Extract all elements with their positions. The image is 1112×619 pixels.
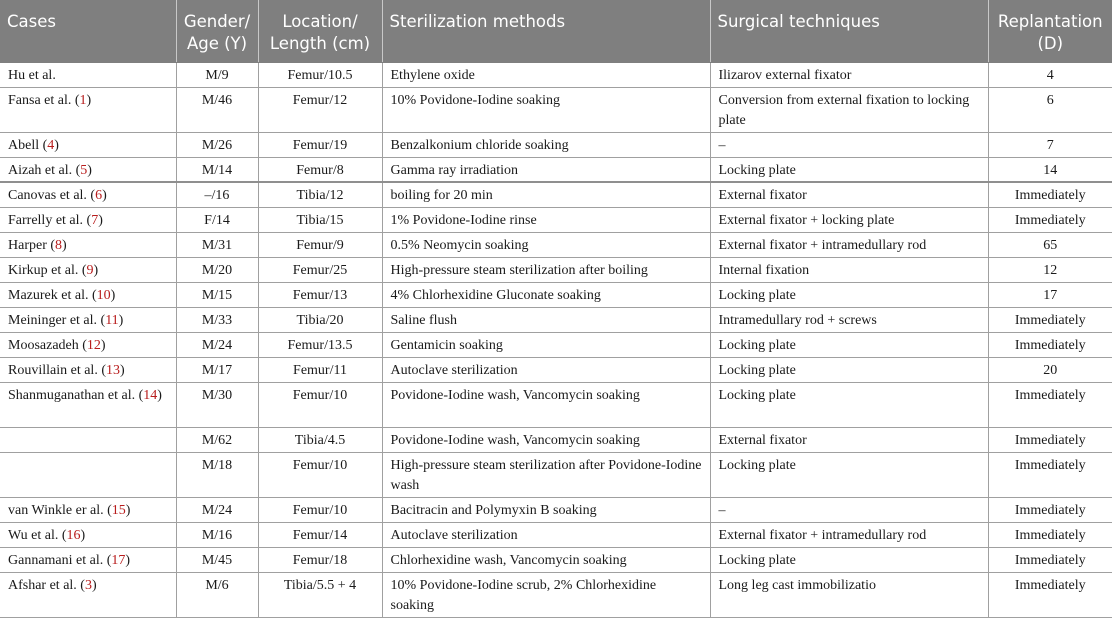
location-cell: Tibia/12 (258, 182, 382, 207)
location-cell: Tibia/15 (258, 207, 382, 232)
gender-age-cell: M/31 (176, 232, 258, 257)
case-name: Meininger et al. ( (8, 312, 106, 328)
gender-age-cell: M/45 (176, 547, 258, 572)
table-row (0, 547, 1112, 572)
gender-age-cell: M/6 (176, 572, 258, 617)
case-cell (0, 332, 176, 357)
table-row (0, 207, 1112, 232)
case-cell (0, 207, 176, 232)
ref-link[interactable]: 12 (86, 337, 101, 353)
table-row (0, 87, 1112, 132)
ref-link[interactable]: 5 (80, 162, 88, 178)
gender-age-cell: –/16 (176, 182, 258, 207)
case-name: Moosazadeh ( (8, 337, 87, 353)
case-cell (0, 427, 176, 452)
gender-age-cell: M/14 (176, 157, 258, 182)
table-row (0, 257, 1112, 282)
case-tail: ) (118, 312, 124, 328)
case-name: van Winkle er al. ( (8, 502, 112, 518)
table-row (0, 382, 1112, 427)
sterilization-cell: High-pressure steam sterilization after boiling (382, 257, 710, 282)
gender-age-cell: M/46 (176, 87, 258, 132)
location-cell: Femur/10 (258, 497, 382, 522)
surgical-cell: Intramedullary rod + screws (710, 307, 988, 332)
table-row (0, 62, 1112, 87)
gender-age-cell: M/26 (176, 132, 258, 157)
gender-age-cell: M/62 (176, 427, 258, 452)
case-name: Fansa et al. ( (8, 92, 80, 108)
surgical-cell: – (710, 132, 988, 157)
location-cell: Femur/13.5 (258, 332, 382, 357)
gender-age-cell: M/20 (176, 257, 258, 282)
case-name: Aizah et al. ( (8, 162, 81, 178)
case-name: Afshar et al. ( (8, 577, 85, 593)
case-cell (0, 62, 176, 87)
surgical-cell: Locking plate (710, 357, 988, 382)
case-name: Rouvillain et al. ( (8, 362, 106, 378)
surgical-cell: External fixator (710, 427, 988, 452)
surgical-cell: Locking plate (710, 382, 988, 427)
replantation-cell: Immediately (988, 497, 1112, 522)
ref-link[interactable]: 10 (96, 287, 111, 303)
replantation-cell: Immediately (988, 207, 1112, 232)
case-tail: ) (125, 502, 131, 518)
header-replantation: Replantation (D) (988, 0, 1112, 62)
ref-link[interactable]: 3 (84, 577, 92, 593)
surgical-cell: External fixator (710, 182, 988, 207)
replantation-cell: 7 (988, 132, 1112, 157)
header-gender-age: Gender/ Age (Y) (176, 0, 258, 62)
sterilization-cell: Gentamicin soaking (382, 332, 710, 357)
ref-link[interactable]: 13 (105, 362, 120, 378)
sterilization-cell: 0.5% Neomycin soaking (382, 232, 710, 257)
ref-link[interactable]: 1 (79, 92, 87, 108)
location-cell: Tibia/4.5 (258, 427, 382, 452)
case-name: Farrelly et al. ( (8, 212, 92, 228)
case-cell (0, 382, 176, 427)
case-cell (0, 232, 176, 257)
replantation-cell: Immediately (988, 452, 1112, 497)
gender-age-cell: F/14 (176, 207, 258, 232)
replantation-cell: Immediately (988, 427, 1112, 452)
table-row (0, 157, 1112, 182)
replantation-cell: Immediately (988, 332, 1112, 357)
sterilization-cell: High-pressure steam sterilization after Povidone-Iodine wash (382, 452, 710, 497)
case-cell (0, 132, 176, 157)
sterilization-cell: Gamma ray irradiation (382, 157, 710, 182)
surgical-cell: – (710, 497, 988, 522)
ref-link[interactable]: 17 (111, 552, 126, 568)
case-tail: ) (125, 552, 131, 568)
sterilization-cell: Ethylene oxide (382, 62, 710, 87)
case-cell (0, 257, 176, 282)
ref-link[interactable]: 4 (47, 137, 55, 153)
gender-age-cell: M/16 (176, 522, 258, 547)
case-name: Abell ( (8, 137, 48, 153)
sterilization-cell: 1% Povidone-Iodine rinse (382, 207, 710, 232)
ref-link[interactable]: 15 (111, 502, 126, 518)
table-row (0, 427, 1112, 452)
case-name: Kirkup et al. ( (8, 262, 87, 278)
surgical-cell: Locking plate (710, 157, 988, 182)
sterilization-cell: Povidone-Iodine wash, Vancomycin soaking (382, 427, 710, 452)
case-cell (0, 357, 176, 382)
replantation-cell: Immediately (988, 182, 1112, 207)
case-tail: ) (100, 337, 106, 353)
case-cell (0, 157, 176, 182)
location-cell: Femur/11 (258, 357, 382, 382)
replantation-cell: 65 (988, 232, 1112, 257)
header-sterilization: Sterilization methods (382, 0, 710, 62)
ref-link[interactable]: 8 (55, 237, 63, 253)
header-surgical: Surgical techniques (710, 0, 988, 62)
location-cell: Femur/8 (258, 157, 382, 182)
replantation-cell: Immediately (988, 572, 1112, 617)
sterilization-cell: Chlorhexidine wash, Vancomycin soaking (382, 547, 710, 572)
location-cell: Tibia/5.5 + 4 (258, 572, 382, 617)
case-cell (0, 452, 176, 497)
table-row (0, 182, 1112, 207)
sterilization-cell: 4% Chlorhexidine Gluconate soaking (382, 282, 710, 307)
surgical-cell: Locking plate (710, 452, 988, 497)
location-cell: Femur/10 (258, 382, 382, 427)
header-row (0, 0, 1112, 62)
ref-link[interactable]: 7 (91, 212, 99, 228)
surgical-cell: External fixator + locking plate (710, 207, 988, 232)
surgical-cell: Locking plate (710, 547, 988, 572)
ref-link[interactable]: 6 (95, 188, 103, 203)
case-tail: ) (62, 237, 67, 253)
gender-age-cell: M/15 (176, 282, 258, 307)
sterilization-cell: Bacitracin and Polymyxin B soaking (382, 497, 710, 522)
case-tail: ) (157, 387, 162, 403)
gender-age-cell: M/9 (176, 62, 258, 87)
location-cell: Femur/19 (258, 132, 382, 157)
location-cell: Femur/12 (258, 87, 382, 132)
gender-age-cell: M/17 (176, 357, 258, 382)
surgical-cell: Internal fixation (710, 257, 988, 282)
case-name: Harper ( (8, 237, 56, 253)
case-tail: ) (54, 137, 59, 153)
case-cell (0, 497, 176, 522)
location-cell: Tibia/20 (258, 307, 382, 332)
case-cell (0, 282, 176, 307)
case-cell (0, 572, 176, 617)
header-cases: Cases (0, 0, 176, 62)
case-cell (0, 547, 176, 572)
ref-link[interactable]: 16 (66, 527, 81, 543)
gender-age-cell: M/33 (176, 307, 258, 332)
case-name: Canovas et al. ( (8, 188, 96, 203)
table-row (0, 282, 1112, 307)
header-location-length: Location/ Length (cm) (258, 0, 382, 62)
location-cell: Femur/10.5 (258, 62, 382, 87)
case-tail: ) (102, 188, 107, 203)
ref-link[interactable]: 9 (86, 262, 94, 278)
location-cell: Femur/14 (258, 522, 382, 547)
replantation-cell: Immediately (988, 307, 1112, 332)
gender-age-cell: M/24 (176, 497, 258, 522)
table-row (0, 452, 1112, 497)
surgical-cell: Long leg cast immobilizatio (710, 572, 988, 617)
case-tail: ) (93, 262, 99, 278)
case-tail: ) (86, 92, 92, 108)
case-tail: ) (80, 527, 86, 543)
replantation-cell: 14 (988, 157, 1112, 182)
location-cell: Femur/18 (258, 547, 382, 572)
location-cell: Femur/10 (258, 452, 382, 497)
case-tail: ) (87, 162, 92, 178)
sterilization-cell: 10% Povidone-Iodine soaking (382, 87, 710, 132)
location-cell: Femur/25 (258, 257, 382, 282)
gender-age-cell: M/24 (176, 332, 258, 357)
case-cell (0, 307, 176, 332)
gender-age-cell: M/30 (176, 382, 258, 427)
case-name: Mazurek et al. ( (8, 287, 97, 303)
surgical-cell: Locking plate (710, 282, 988, 307)
case-tail: ) (119, 362, 125, 378)
replantation-cell: 20 (988, 357, 1112, 382)
replantation-cell: 4 (988, 62, 1112, 87)
case-tail: ) (110, 287, 116, 303)
case-name: Wu et al. ( (8, 527, 67, 543)
replantation-cell: Immediately (988, 382, 1112, 427)
replantation-cell: 12 (988, 257, 1112, 282)
case-tail: ) (98, 212, 103, 228)
gender-age-cell: M/18 (176, 452, 258, 497)
case-name: Gannamani et al. ( (8, 552, 112, 568)
table-row (0, 232, 1112, 257)
case-cell (0, 522, 176, 547)
sterilization-cell: Autoclave sterilization (382, 522, 710, 547)
table-row (0, 497, 1112, 522)
table-row (0, 357, 1112, 382)
surgical-cell: Locking plate (710, 332, 988, 357)
surgical-cell: Conversion from external fixation to locking plate (710, 87, 988, 132)
replantation-cell: 17 (988, 282, 1112, 307)
case-cell (0, 182, 176, 207)
case-name: Shanmuganathan et al. ( (8, 387, 144, 403)
surgical-cell: External fixator + intramedullary rod (710, 522, 988, 547)
sterilization-cell: Benzalkonium chloride soaking (382, 132, 710, 157)
location-cell: Femur/13 (258, 282, 382, 307)
sterilization-cell: Saline flush (382, 307, 710, 332)
ref-link[interactable]: 11 (105, 312, 119, 328)
case-cell (0, 87, 176, 132)
sterilization-cell: 10% Povidone-Iodine scrub, 2% Chlorhexidine soaking (382, 572, 710, 617)
replantation-cell: 6 (988, 87, 1112, 132)
sterilization-cell: Povidone-Iodine wash, Vancomycin soaking (382, 382, 710, 427)
surgical-cell: External fixator + intramedullary rod (710, 232, 988, 257)
table-row (0, 332, 1112, 357)
sterilization-cell: boiling for 20 min (382, 182, 710, 207)
location-cell: Femur/9 (258, 232, 382, 257)
case-name: Hu et al. (8, 67, 56, 83)
replantation-cell: Immediately (988, 522, 1112, 547)
table-row (0, 307, 1112, 332)
table-row (0, 132, 1112, 157)
table-row (0, 572, 1112, 617)
table-row (0, 522, 1112, 547)
surgical-cell: Ilizarov external fixator (710, 62, 988, 87)
ref-link[interactable]: 14 (143, 387, 158, 403)
case-tail: ) (91, 577, 97, 593)
sterilization-cell: Autoclave sterilization (382, 357, 710, 382)
replantation-cell: Immediately (988, 547, 1112, 572)
